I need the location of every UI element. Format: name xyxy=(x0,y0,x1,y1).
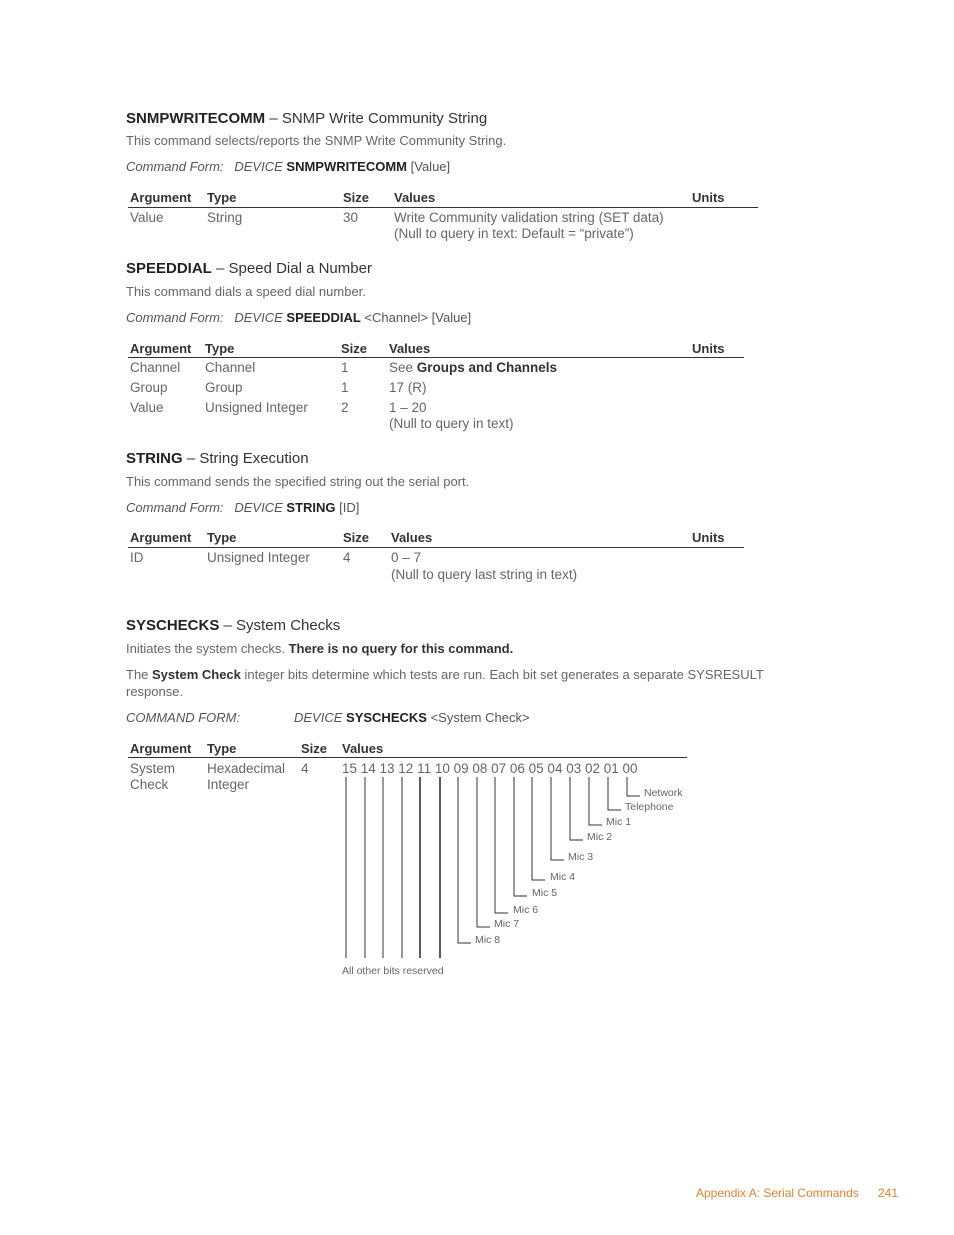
string-title: – String Execution xyxy=(182,450,309,467)
bit-label-mic4: Mic 4 xyxy=(550,871,576,883)
cell-type-line2: Integer xyxy=(207,777,250,792)
command-keyword: SNMPWRITECOMM xyxy=(286,159,408,174)
th-argument: Argument xyxy=(130,530,192,545)
command-args: <System Check> xyxy=(426,710,530,725)
command-keyword: SYSCHECKS xyxy=(346,710,427,725)
th-argument: Argument xyxy=(130,190,192,205)
footer-page-number: 241 xyxy=(878,1186,899,1200)
th-type: Type xyxy=(207,190,237,205)
command-args: [Value] xyxy=(407,159,451,174)
snmp-title: – SNMP Write Community String xyxy=(265,110,488,127)
bit08-leader xyxy=(477,777,490,927)
bit-label-mic5: Mic 5 xyxy=(532,887,558,899)
th-values: Values xyxy=(342,741,384,756)
cell-argument: ID xyxy=(130,550,144,565)
snmp-description: This command selects/reports the SNMP Write Community String. xyxy=(126,133,507,148)
cell-type: Channel xyxy=(205,360,256,375)
cell-type: Hexadecimal xyxy=(207,761,286,776)
device-label: DEVICE xyxy=(234,310,283,325)
syschecks-description-3: response. xyxy=(126,684,184,699)
command-keyword: SPEEDDIAL xyxy=(286,310,361,325)
bit-label-mic7: Mic 7 xyxy=(494,918,520,930)
speeddial-description: This command dials a speed dial number. xyxy=(126,284,366,299)
bit02-leader xyxy=(589,777,602,825)
syschecks-command-name: SYSCHECKS xyxy=(126,617,220,634)
cell-size: 4 xyxy=(343,550,351,565)
bit00-leader xyxy=(627,777,640,796)
th-values: Values xyxy=(391,530,433,545)
th-argument: Argument xyxy=(130,341,192,356)
th-values: Values xyxy=(389,341,431,356)
cell-values: 0 – 7 xyxy=(391,550,422,565)
desc-text: The xyxy=(126,667,153,682)
th-size: Size xyxy=(343,190,370,205)
desc-text: Initiates the system checks. xyxy=(126,641,289,656)
bit04-leader xyxy=(551,777,564,860)
command-form-label: COMMAND FORM: xyxy=(126,710,241,725)
speeddial-command-name: SPEEDDIAL xyxy=(126,260,212,277)
cell-values: 17 (R) xyxy=(389,380,427,395)
bit-label-network: Network xyxy=(644,787,683,799)
cell-type: Group xyxy=(205,380,243,395)
command-keyword: STRING xyxy=(286,500,336,515)
bit-label-mic8: Mic 8 xyxy=(475,934,501,946)
th-units: Units xyxy=(692,190,725,205)
device-label: DEVICE xyxy=(234,500,283,515)
cell-type: Unsigned Integer xyxy=(207,550,310,565)
groups-and-channels-ref: Groups and Channels xyxy=(416,360,558,375)
speeddial-title: – Speed Dial a Number xyxy=(211,260,372,277)
bit-label-mic6: Mic 6 xyxy=(513,904,539,916)
cell-size: 1 xyxy=(341,380,349,395)
bit05-leader xyxy=(532,777,545,880)
bit09-leader xyxy=(458,777,471,943)
cell-values: Write Community validation string (SET data) xyxy=(394,210,664,225)
cell-size: 30 xyxy=(343,210,359,225)
cell-argument: Group xyxy=(130,380,168,395)
cell-argument: Value xyxy=(130,400,164,415)
command-args: <Channel> [Value] xyxy=(360,310,472,325)
cell-size: 1 xyxy=(341,360,349,375)
snmp-command-name: SNMPWRITECOMM xyxy=(126,110,266,127)
bit-label-mic3: Mic 3 xyxy=(568,851,594,863)
cell-values-note: (Null to query in text: Default = “private”) xyxy=(394,226,634,241)
command-args: [ID] xyxy=(335,500,360,515)
th-type: Type xyxy=(207,530,237,545)
footer-section-title: Appendix A: Serial Commands xyxy=(696,1186,859,1200)
th-units: Units xyxy=(692,530,725,545)
reserved-bits-note: All other bits reserved xyxy=(342,965,444,977)
device-label: DEVICE xyxy=(294,710,343,725)
command-form-label: Command Form: xyxy=(126,310,224,325)
string-command-name: STRING xyxy=(126,450,183,467)
th-units: Units xyxy=(692,341,725,356)
th-argument: Argument xyxy=(130,741,192,756)
bit-label-telephone: Telephone xyxy=(625,801,674,813)
string-description: This command sends the specified string out the serial port. xyxy=(126,474,470,489)
cell-values-note: (Null to query in text) xyxy=(389,416,514,431)
cell-argument: Channel xyxy=(130,360,181,375)
th-size: Size xyxy=(301,741,328,756)
th-type: Type xyxy=(205,341,235,356)
system-check-term: System Check xyxy=(152,667,241,682)
bit-label-mic2: Mic 2 xyxy=(587,831,613,843)
bit-numbers: 15 14 13 12 11 10 09 08 07 06 05 04 03 02 01 00 xyxy=(342,761,638,776)
th-size: Size xyxy=(341,341,368,356)
command-form-label: Command Form: xyxy=(126,500,224,515)
bit06-leader xyxy=(514,777,527,896)
command-form-label: Command Form: xyxy=(126,159,224,174)
no-query-note: There is no query for this command. xyxy=(288,641,514,656)
syschecks-title: – System Checks xyxy=(219,617,341,634)
cell-argument: Value xyxy=(130,210,164,225)
th-type: Type xyxy=(207,741,237,756)
cell-type: Unsigned Integer xyxy=(205,400,308,415)
cell-type: String xyxy=(207,210,243,225)
cell-size: 4 xyxy=(301,761,309,776)
cell-size: 2 xyxy=(341,400,349,415)
bit-label-mic1: Mic 1 xyxy=(606,816,632,828)
desc-text: integer bits determine which tests are run. Each bit set generates a separate SYSRESULT xyxy=(240,667,764,682)
device-label: DEVICE xyxy=(234,159,283,174)
cell-values: 1 – 20 xyxy=(389,400,427,415)
bit03-leader xyxy=(570,777,583,840)
cell-values-note: (Null to query last string in text) xyxy=(391,567,578,582)
see-text: See xyxy=(389,360,417,375)
cell-argument: System xyxy=(130,761,176,776)
cell-argument-line2: Check xyxy=(130,777,169,792)
th-values: Values xyxy=(394,190,436,205)
bit01-leader xyxy=(608,777,621,810)
bit07-leader xyxy=(495,777,508,913)
th-size: Size xyxy=(343,530,370,545)
